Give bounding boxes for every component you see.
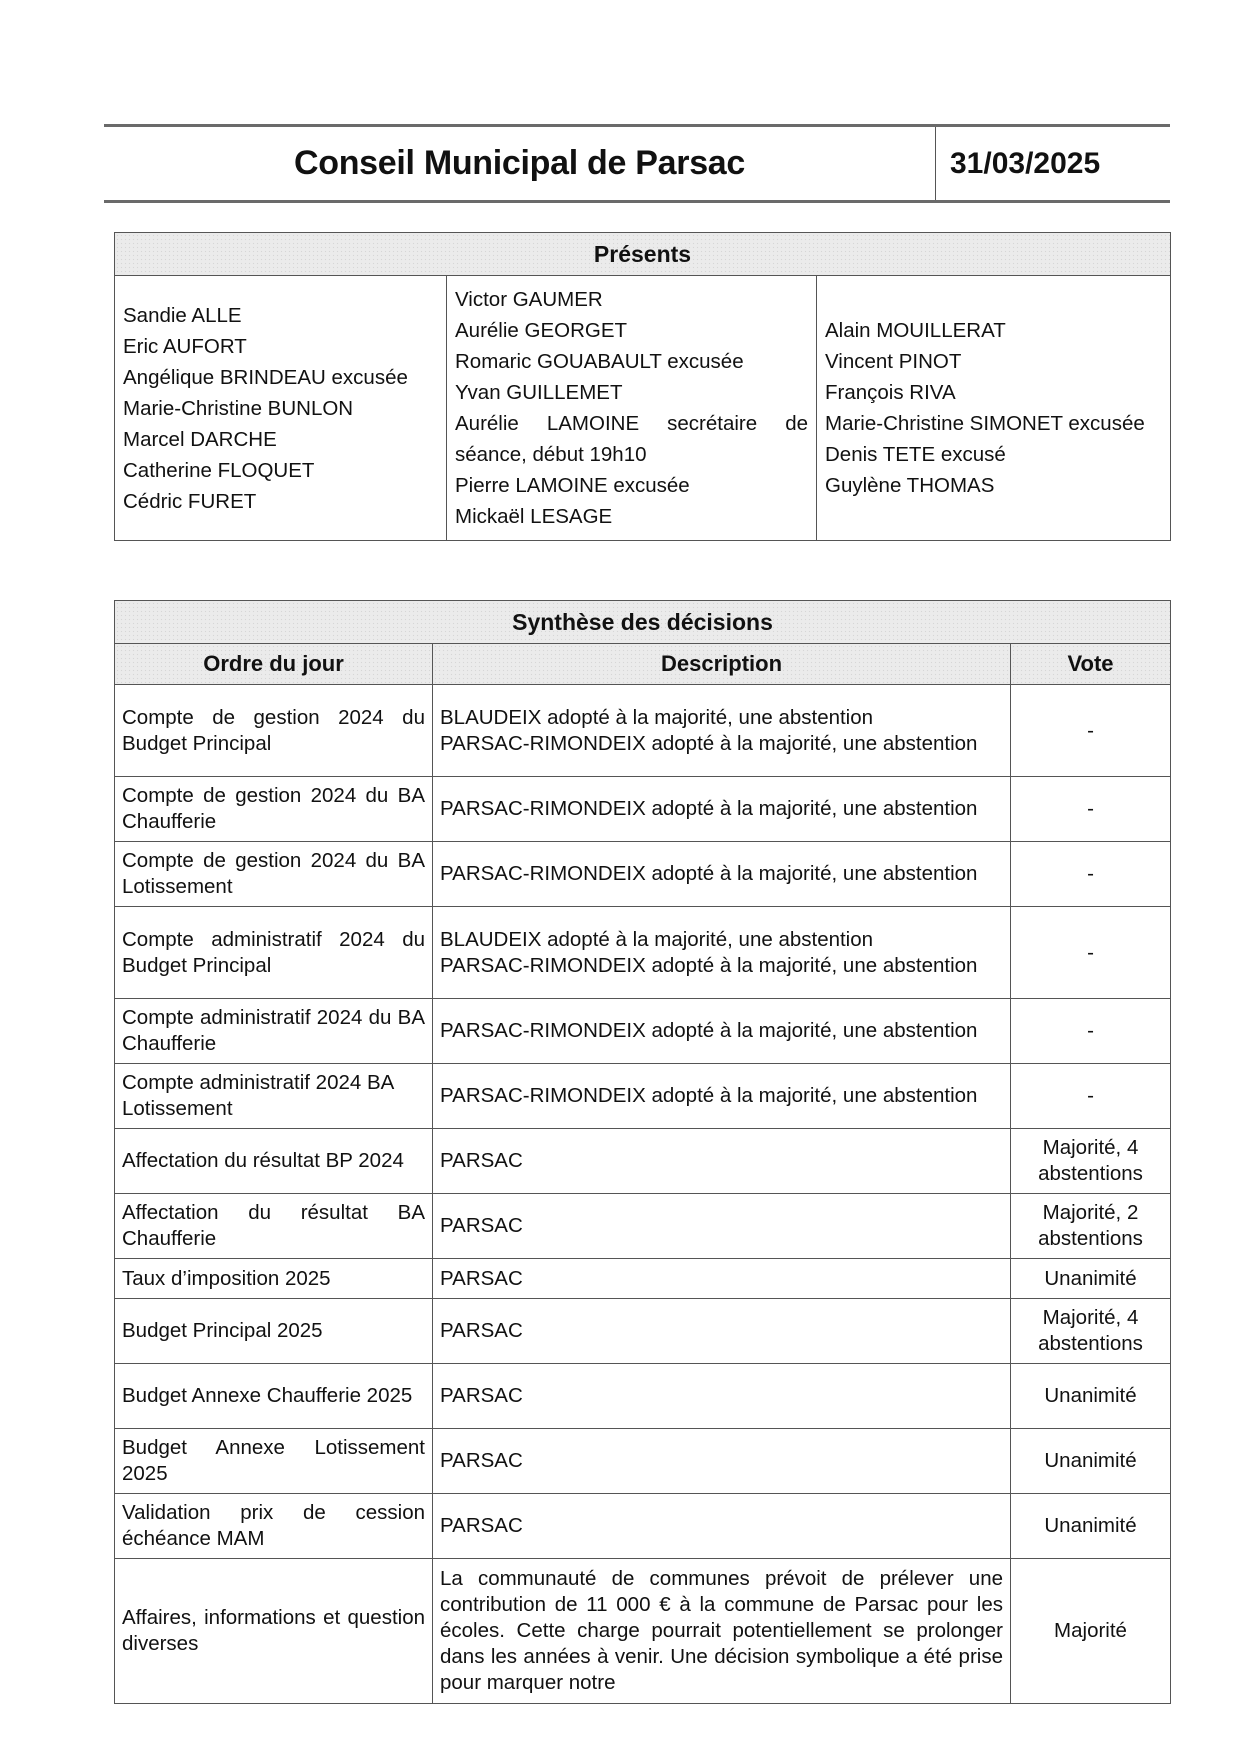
attendee: Catherine FLOQUET — [123, 458, 315, 482]
attendee: séance, début 19h10 — [455, 443, 647, 466]
vote: - — [1011, 1064, 1171, 1129]
attendee: Denis TETE excusé — [825, 443, 1006, 466]
attendee: Marie-Christine SIMONET excusée — [825, 412, 1145, 435]
attendee: Aurélie LAMOINE secrétaire de — [455, 412, 808, 435]
column-header-vote: Vote — [1011, 644, 1171, 685]
presents-title: Présents — [115, 233, 1171, 276]
agenda-item: Compte de gestion 2024 du BA Chaufferie — [115, 777, 433, 842]
attendee: Yvan GUILLEMET — [455, 381, 623, 404]
presents-table — [114, 232, 1171, 541]
vote: Majorité — [1011, 1559, 1171, 1704]
attendee: Mickaël LESAGE — [455, 505, 613, 528]
attendee: Alain MOUILLERAT — [825, 319, 1006, 342]
agenda-item: Budget Principal 2025 — [115, 1299, 433, 1364]
meeting-date: 31/03/2025 — [935, 127, 1170, 200]
attendee: Aurélie GEORGET — [455, 319, 628, 342]
table-row — [115, 1064, 1171, 1129]
presents-column-3 — [817, 276, 1171, 541]
page-title: Conseil Municipal de Parsac — [293, 144, 746, 182]
attendee: Cédric FURET — [123, 489, 257, 513]
agenda-item: Compte de gestion 2024 du BA Lotissement — [115, 842, 433, 907]
vote: Unanimité — [1011, 1494, 1171, 1559]
description — [433, 685, 1011, 777]
table-row — [115, 1559, 1171, 1704]
attendee: Guylène THOMAS — [825, 474, 995, 497]
attendee: François RIVA — [825, 381, 956, 404]
agenda-item: Affectation du résultat BP 2024 — [115, 1129, 433, 1194]
agenda-item: Budget Annexe Lotissement 2025 — [115, 1429, 433, 1494]
description: PARSAC-RIMONDEIX adopté à la majorité, une abstention — [433, 842, 1011, 907]
vote: Majorité, 4 abstentions — [1011, 1299, 1171, 1364]
column-header-item: Ordre du jour — [115, 644, 433, 685]
table-row — [115, 907, 1171, 999]
table-row — [115, 685, 1171, 777]
attendee: Victor GAUMER — [455, 288, 603, 311]
description-line: BLAUDEIX adopté à la majorité, une abstention — [440, 705, 874, 729]
description-line: BLAUDEIX adopté à la majorité, une abstention — [440, 927, 874, 951]
table-row — [115, 999, 1171, 1064]
vote: Unanimité — [1011, 1429, 1171, 1494]
agenda-item: Compte administratif 2024 du BA Chaufferie — [115, 999, 433, 1064]
attendee: Angélique BRINDEAU excusée — [123, 365, 408, 389]
vote: Majorité, 4 abstentions — [1011, 1129, 1171, 1194]
decisions-table — [114, 600, 1171, 1704]
agenda-item: Compte administratif 2024 BA Lotissement — [115, 1064, 433, 1129]
description-line: PARSAC-RIMONDEIX adopté à la majorité, une abstention — [440, 953, 978, 977]
attendee: Vincent PINOT — [825, 350, 962, 373]
description: La communauté de communes prévoit de prélever une contribution de 11 000 € à la commune de Parsac pour les écoles. Cette charge pourrait potentiellement se prolonger dans les années à venir. Une décision symbolique a été prise pour marquer notre — [433, 1559, 1011, 1704]
description: PARSAC — [433, 1129, 1011, 1194]
table-row — [115, 842, 1171, 907]
vote: - — [1011, 907, 1171, 999]
table-row — [115, 777, 1171, 842]
agenda-item: Affectation du résultat BA Chaufferie — [115, 1194, 433, 1259]
attendee: Pierre LAMOINE excusée — [455, 474, 690, 497]
attendee: Sandie ALLE — [123, 303, 242, 327]
vote: Unanimité — [1011, 1259, 1171, 1299]
presents-column-2 — [447, 276, 817, 541]
description: PARSAC — [433, 1259, 1011, 1299]
vote: - — [1011, 777, 1171, 842]
vote: - — [1011, 842, 1171, 907]
agenda-item: Compte administratif 2024 du Budget Principal — [115, 907, 433, 999]
agenda-item: Validation prix de cession échéance MAM — [115, 1494, 433, 1559]
attendee: Marcel DARCHE — [123, 427, 277, 451]
description-line: PARSAC-RIMONDEIX adopté à la majorité, une abstention — [440, 731, 978, 755]
description: PARSAC — [433, 1194, 1011, 1259]
description: PARSAC — [433, 1429, 1011, 1494]
agenda-item: Taux d’imposition 2025 — [115, 1259, 433, 1299]
table-row — [115, 1259, 1171, 1299]
table-row — [115, 1429, 1171, 1494]
vote: Majorité, 2 abstentions — [1011, 1194, 1171, 1259]
description: PARSAC — [433, 1364, 1011, 1429]
agenda-item: Compte de gestion 2024 du Budget Principal — [115, 685, 433, 777]
attendee: Romaric GOUABAULT excusée — [455, 350, 744, 373]
description: PARSAC-RIMONDEIX adopté à la majorité, une abstention — [433, 777, 1011, 842]
agenda-item: Budget Annexe Chaufferie 2025 — [115, 1364, 433, 1429]
description: PARSAC — [433, 1299, 1011, 1364]
description: PARSAC — [433, 1494, 1011, 1559]
page-header — [104, 124, 1170, 203]
attendee: Eric AUFORT — [123, 334, 247, 358]
table-row — [115, 1364, 1171, 1429]
table-row — [115, 1129, 1171, 1194]
vote: Unanimité — [1011, 1364, 1171, 1429]
attendee: Marie-Christine BUNLON — [123, 396, 354, 420]
vote: - — [1011, 999, 1171, 1064]
table-row — [115, 1494, 1171, 1559]
description: PARSAC-RIMONDEIX adopté à la majorité, une abstention — [433, 999, 1011, 1064]
table-row — [115, 1194, 1171, 1259]
column-header-description: Description — [433, 644, 1011, 685]
decisions-title: Synthèse des décisions — [115, 601, 1171, 644]
presents-column-1 — [115, 276, 447, 541]
description: PARSAC-RIMONDEIX adopté à la majorité, une abstention — [433, 1064, 1011, 1129]
vote: - — [1011, 685, 1171, 777]
description — [433, 907, 1011, 999]
agenda-item: Affaires, informations et question diverses — [115, 1559, 433, 1704]
table-row — [115, 1299, 1171, 1364]
